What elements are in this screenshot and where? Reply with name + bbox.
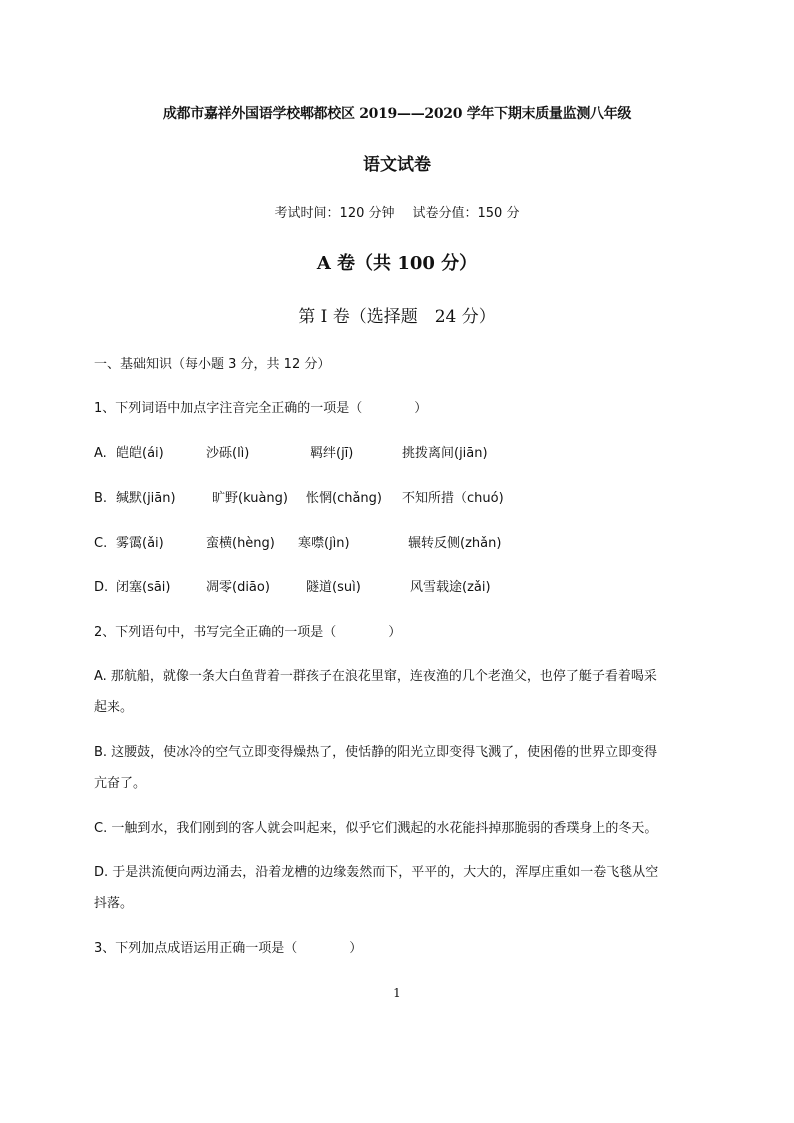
option-label: D. [94,580,109,595]
question-2-option-d-line1: D. 于是洪流便向两边涌去，沿着龙槽的边缘轰然而下，平平的，大大的，浑厚庄重如一卷飞毯从空 [94,865,659,880]
option-item: 凋零(diāo) [206,580,270,595]
option-item: 缄默(jiān) [116,491,176,506]
basic-knowledge-heading: 一、基础知识（每小题 3 分，共 12 分） [94,357,331,372]
option-label: A. [94,446,107,461]
option-item: 闭塞(sāi) [116,580,171,595]
question-2-option-a-line2: 起来。 [94,700,134,715]
question-2-stem: 2、下列语句中，书写完全正确的一项是（ ） [94,625,402,640]
question-2-option-d-line2: 抖落。 [94,896,134,911]
subject-title: 语文试卷 [363,155,431,175]
option-item: 辗转反侧(zhǎn) [408,536,502,551]
page-number: 1 [393,986,401,1000]
exam-school-title: 成都市嘉祥外国语学校郫都校区 2019——2020 学年下期末质量监测八年级 [162,106,632,122]
question-2-option-b-line2: 亢奋了。 [94,776,147,791]
option-item: 羁绊(jī) [310,446,354,461]
option-item: 寒噤(jìn) [298,536,350,551]
option-item: 沙砾(lì) [206,446,250,461]
question-1-stem: 1、下列词语中加点字注音完全正确的一项是（ ） [94,401,428,416]
option-item: 不知所措（chuó) [402,491,504,506]
question-2-option-b-line1: B. 这腰鼓，使冰冷的空气立即变得燥热了，使恬静的阳光立即变得飞溅了，使困倦的世界立即变得 [94,745,658,760]
question-2-option-a-line1: A. 那航船，就像一条大白鱼背着一群孩子在浪花里窜，连夜渔的几个老渔父，也停了艇子看着喝采 [94,669,657,684]
option-item: 雾霭(ǎi) [116,536,164,551]
exam-time: 考试时间：120 分钟 [274,206,395,221]
part-one-heading: 第 I 卷（选择题 24 分） [298,307,496,327]
exam-info [0,202,794,221]
question-2-option-c: C. 一触到水，我们刚到的客人就会叫起来，似乎它们溅起的水花能抖掉那脆弱的香璞身上的冬天。 [94,821,658,836]
option-item: 挑拨离间(jiān) [402,446,488,461]
option-item: 隧道(suì) [306,580,361,595]
exam-score: 试卷分值：150 分 [412,206,520,221]
section-a-heading: A 卷（共 100 分） [316,253,478,274]
option-item: 怅惘(chǎng) [306,491,382,506]
option-item: 风雪载途(zǎi) [410,580,491,595]
option-label: C. [94,536,108,551]
option-item: 皑皑(ái) [116,446,164,461]
option-item: 旷野(kuàng) [212,491,288,506]
option-label: B. [94,491,108,506]
question-3-stem: 3、下列加点成语运用正确一项是（ ） [94,941,363,956]
option-item: 蛮横(hèng) [206,536,275,551]
